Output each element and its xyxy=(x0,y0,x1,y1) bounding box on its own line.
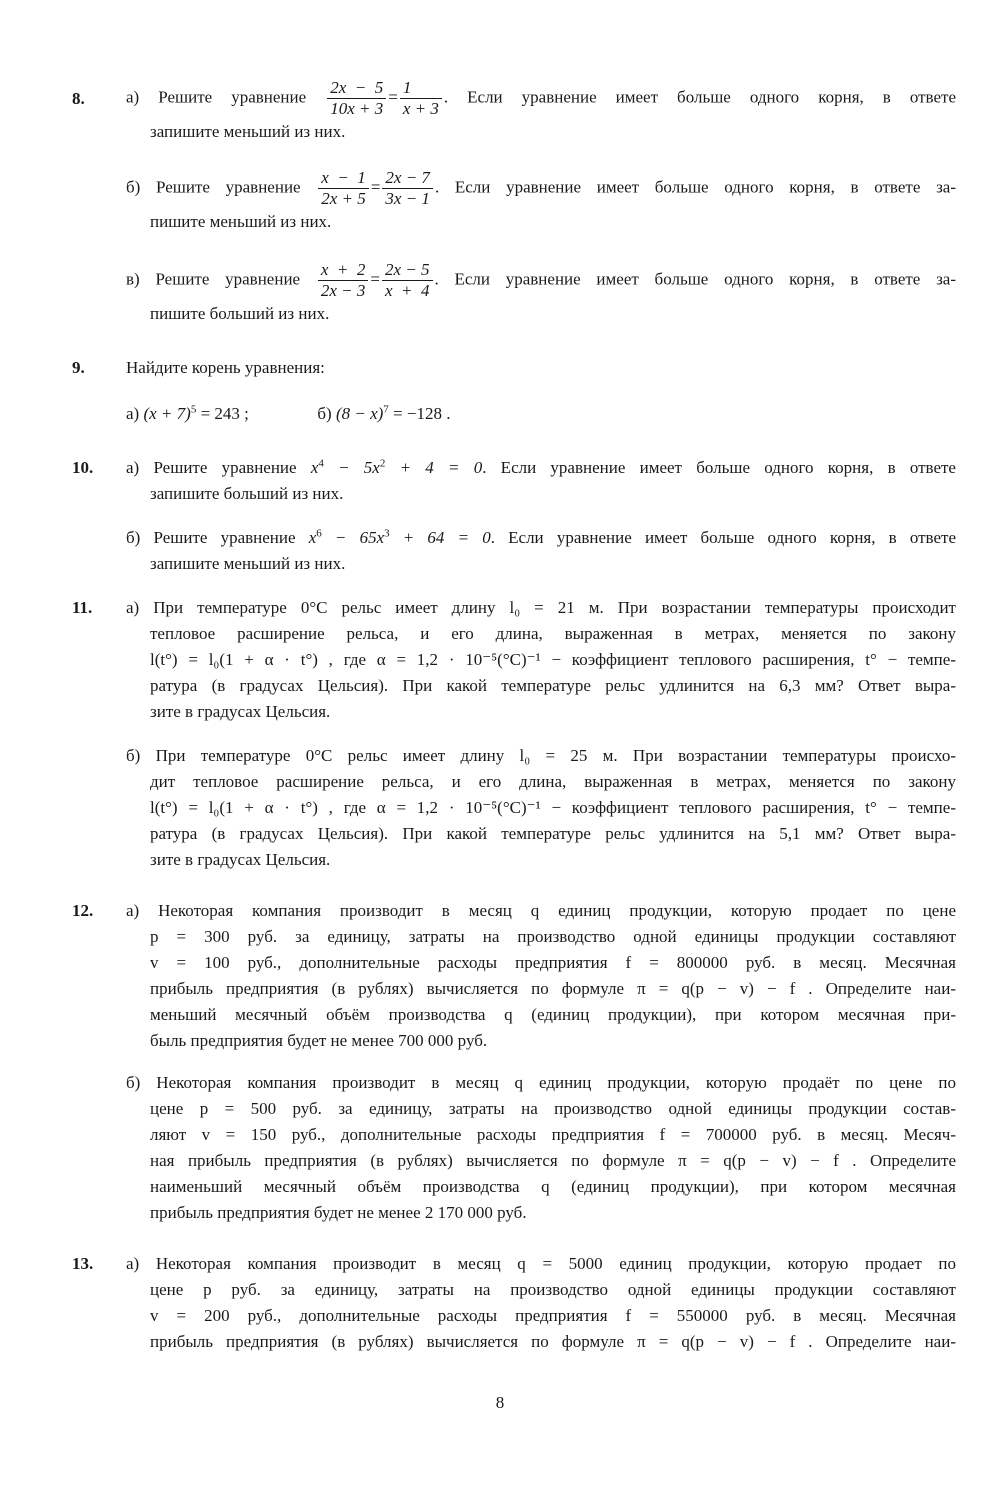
problem-13-part-a: а) Некоторая компания производит в месяц q = 5000 единиц продукции, которую продает по цене p руб. за единицу, затраты на производство одной единицы продукции составляют v = 200 руб., дополнительные расходы предприятия f = 550000 руб. в месяц. Месячная прибыль предприятия (в рублях) вычисляется по формуле π = q(p − v) − f . Определите наи- xyxy=(126,1254,956,1351)
fraction: $\frac{x - 1}{2x + 5}$ xyxy=(318,168,369,209)
problem-11-part-b: б) При температуре 0°C рельс имеет длину l₀ = 25 м. При возрастании температуры происхо- дит тепловое расширение рельса, и его длина, выраженная в метрах, меняется по закону l(t°) = l₀(1 + α · t°) , где α = 1,2 · 10⁻⁵(°C)⁻¹ − коэффициент теплового расширения, t° − темпе- ратура (в градусах Цельсия). При какой температуре рельс удлинится на 5,1 мм? Ответ выра- зите в градусах Цельсия. xyxy=(126,746,956,869)
problem-8-part-b: б) Решите уравнение $\frac{x - 1}{2x + 5}$ = $\frac{2x - 7}{3x - 1}$ . Если уравнение имеет больше одного корня, в ответе за- пишите меньший из них. xyxy=(126,168,956,231)
problem-number: 12. xyxy=(72,901,94,920)
fraction: $\frac{x + 2}{2x - 3}$ xyxy=(318,260,369,301)
fraction: $\frac{2x - 5}{x + 4}$ xyxy=(382,260,433,301)
problem-number: 10. xyxy=(72,458,94,477)
problem-10-part-a: а) Решите уравнение $x^4 - 5x^2 + 4 = 0$. Если уравнение имеет больше одного корня, в ответе запишите больший из них. xyxy=(126,457,956,503)
problem-number: 9. xyxy=(72,358,85,377)
problem-9-part-a: а) $(x + 7)^5 = 243$ ; xyxy=(126,403,249,423)
fraction: $\frac{1}{x + 3}$ xyxy=(400,78,442,119)
problem-11-part-a: а) При температуре 0°C рельс имеет длину l₀ = 21 м. При возрастании температуры происходит тепловое расширение рельса, и его длина, выраженная в метрах, меняется по закону l(t°) = l₀(1 + α · t°) , где α = 1,2 · 10⁻⁵(°C)⁻¹ − коэффициент теплового расширения, t° − темпе- ратура (в градусах Цельсия). При какой температуре рельс удлинится на 6,3 мм? Ответ выра- зите в градусах Цельсия. xyxy=(126,598,956,721)
problem-number: 13. xyxy=(72,1254,94,1273)
problem-9-intro: Найдите корень уравнения: xyxy=(126,358,325,377)
problem-8-part-c: в) Решите уравнение $\frac{x + 2}{2x - 3}$ = $\frac{2x - 5}{x + 4}$ . Если уравнение имеет больше одного корня, в ответе за- пишите больший из них. xyxy=(126,260,957,323)
page-number: 8 xyxy=(495,1393,505,1412)
problem-9-part-b: б) $(8 - x)^7 = -128$ . xyxy=(317,403,451,423)
problem-8-part-a: а) Решите уравнение $\frac{2x - 5}{10x + 3}$ = $\frac{1}{x + 3}$ . Если уравнение имеет больше одного корня, в ответе запишите меньший из них. xyxy=(126,78,956,141)
fraction: $\frac{2x - 5}{10x + 3}$ xyxy=(327,78,386,119)
problem-10-part-b: б) Решите уравнение $x^6 - 65x^3 + 64 = 0$. Если уравнение имеет больше одного корня, в ответе запишите меньший из них. xyxy=(126,527,956,573)
fraction: $\frac{2x - 7}{3x - 1}$ xyxy=(382,168,433,209)
problem-12-part-b: б) Некоторая компания производит в месяц q единиц продукции, которую продаёт по цене по цене p = 500 руб. за единицу, затраты на производство одной единицы продукции состав- ляют v = 150 руб., дополнительные расходы предприятия f = 700000 руб. в месяц. Месяч- ная прибыль предприятия (в рублях) вычисляется по формуле π = q(p − v) − f . Определите наименьший месячный объём производства q (единиц продукции), при котором месячная прибыль предприятия будет не менее 2 170 000 руб. xyxy=(126,1073,956,1222)
problem-number: 11. xyxy=(72,598,93,617)
problem-number: 8. xyxy=(72,89,85,108)
problem-12-part-a: а) Некоторая компания производит в месяц q единиц продукции, которую продает по цене p = 300 руб. за единицу, затраты на производство одной единицы продукции составляют v = 100 руб., дополнительные расходы предприятия f = 800000 руб. в месяц. Месячная прибыль предприятия (в рублях) вычисляется по формуле π = q(p − v) − f . Определите наи- меньший месячный объём производства q (единиц продукции), при котором месячная при- быль предприятия будет не менее 700 000 руб. xyxy=(126,901,956,1050)
